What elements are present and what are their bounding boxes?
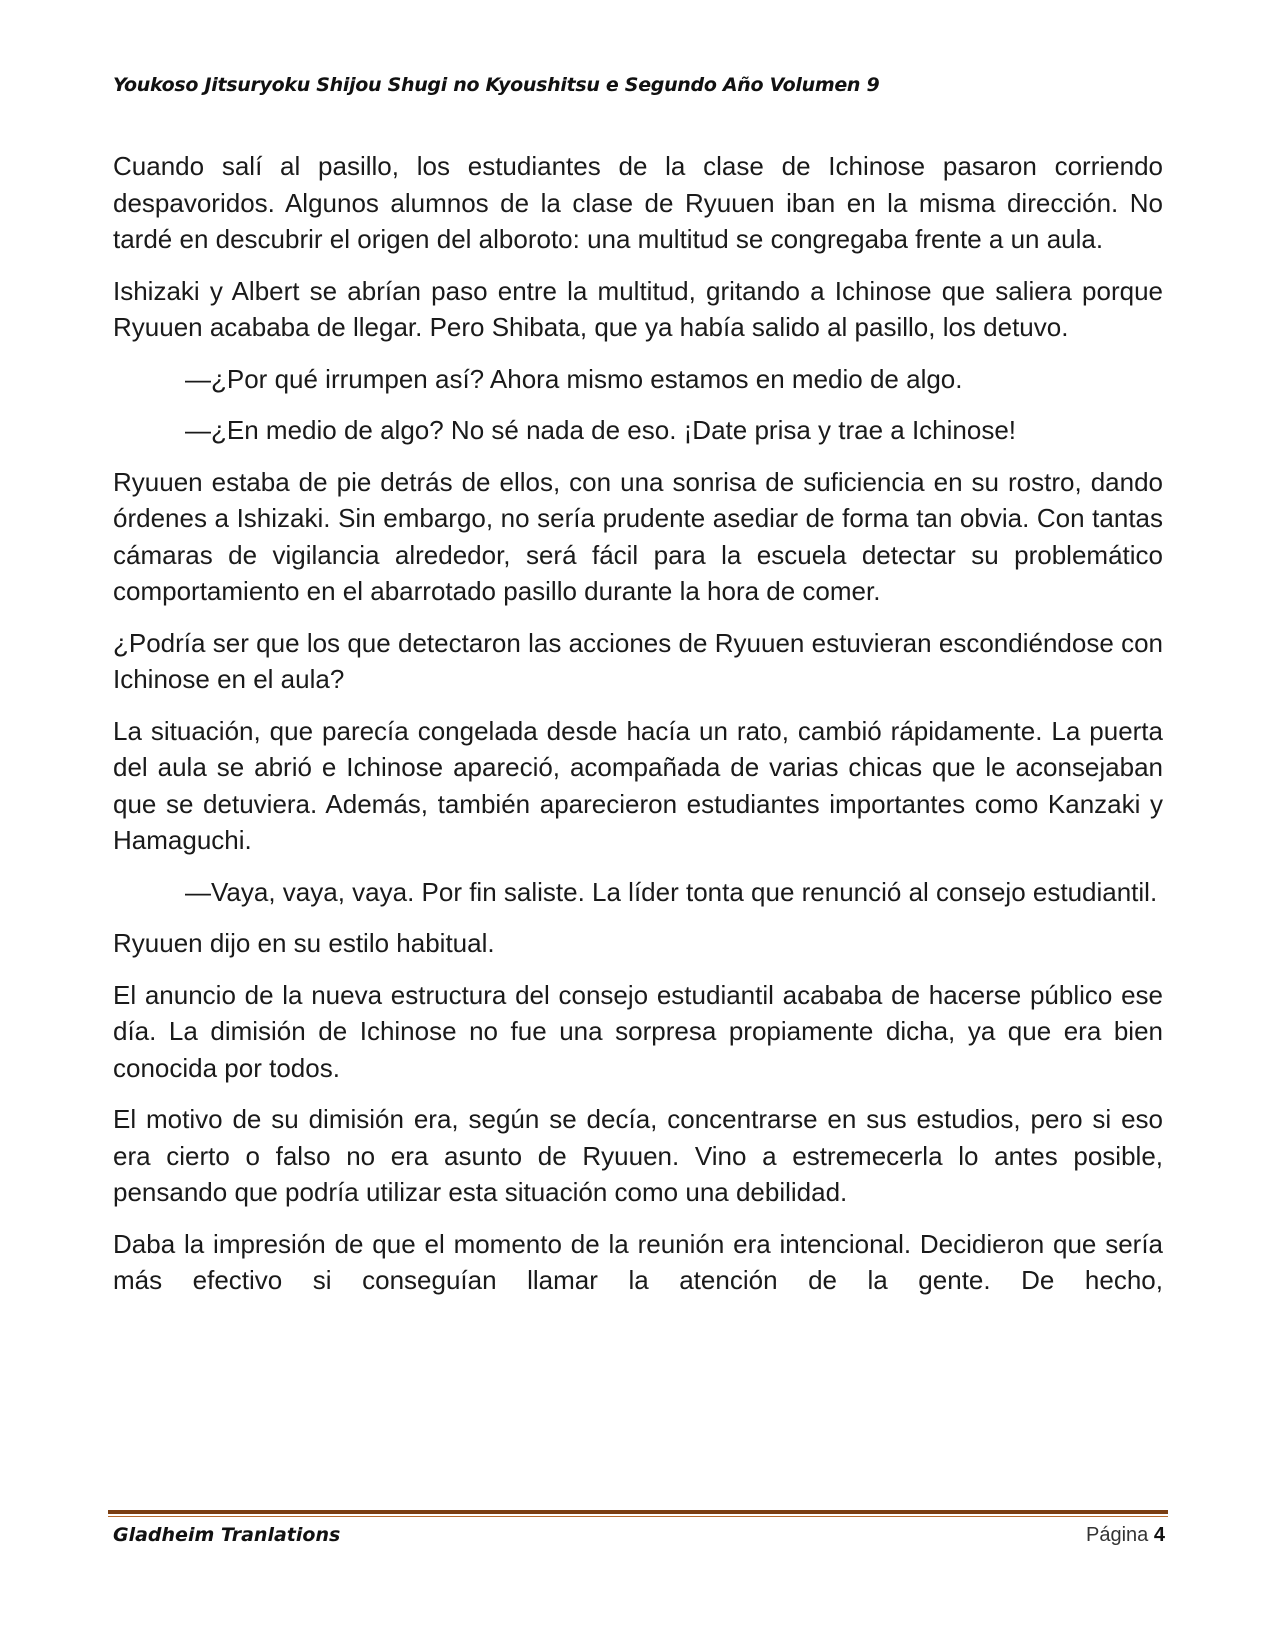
paragraph: Cuando salí al pasillo, los estudiantes de la clase de Ichinose pasaron corriendo despavoridos. Algunos alumnos de la clase de Ryuuen iban en la misma dirección. No tardé en descubrir el origen del alboroto: una multitud se congregaba frente a un aula. xyxy=(113,151,1163,254)
paragraph: El anuncio de la nueva estructura del consejo estudiantil acababa de hacerse público ese día. La dimisión de Ichinose no fue una sorpresa propiamente dicha, ya que era bien conocida por todos. xyxy=(113,979,1163,1083)
page-label: Página xyxy=(1086,1524,1149,1546)
paragraph: Ryuuen dijo en su estilo habitual. xyxy=(113,928,495,958)
running-header-title: Youkoso Jitsuryoku Shijou Shugi no Kyoushitsu e Segundo Año Volumen 9 xyxy=(113,74,880,96)
paragraph: Ryuuen estaba de pie detrás de ellos, con una sonrisa de suficiencia en su rostro, dando órdenes a Ishizaki. Sin embargo, no sería prudente asediar de forma tan obvia. Con tantas cámaras de vigilancia alrededor, será fácil para la escuela detectar su problemático comportamiento en el abarrotado pasillo durante la hora de comer. xyxy=(113,466,1163,606)
page-number-label xyxy=(1086,1524,1165,1547)
paragraph: ¿Podría ser que los que detectaron las acciones de Ryuuen estuvieran escondiéndose con Ichinose en el aula? xyxy=(113,627,1163,694)
dialogue-line: —¿En medio de algo? No sé nada de eso. ¡Date prisa y trae a Ichinose! xyxy=(185,415,1017,445)
paragraph: Ishizaki y Albert se abrían paso entre la multitud, gritando a Ichinose que saliera porque Ryuuen acababa de llegar. Pero Shibata, que ya había salido al pasillo, los detuvo. xyxy=(113,275,1163,342)
footer-divider xyxy=(108,1510,1168,1514)
paragraph: El motivo de su dimisión era, según se decía, concentrarse en sus estudios, pero si eso era cierto o falso no era asunto de Ryuuen. Vino a estremecerla lo antes posible, pensando que podría utilizar esta situación como una debilidad. xyxy=(113,1104,1163,1207)
paragraph: Daba la impresión de que el momento de la reunión era intencional. Decidieron que sería más efectivo si conseguían llamar la atención de la gente. De hecho, xyxy=(113,1228,1163,1295)
dialogue-line: —¿Por qué irrumpen así? Ahora mismo estamos en medio de algo. xyxy=(185,363,963,394)
page-number: 4 xyxy=(1153,1524,1165,1546)
footer-divider-thin xyxy=(108,1516,1168,1517)
paragraph: La situación, que parecía congelada desde hacía un rato, cambió rápidamente. La puerta del aula se abrió e Ichinose apareció, acompañada de varias chicas que le aconsejaban que se detuviera. Además, también aparecieron estudiantes importantes como Kanzaki y Hamaguchi. xyxy=(113,715,1163,855)
footer-credit: Gladheim Tranlations xyxy=(113,1524,341,1546)
dialogue-line: —Vaya, vaya, vaya. Por fin saliste. La líder tonta que renunció al consejo estudiantil. xyxy=(185,876,1158,907)
page-body xyxy=(113,148,1163,1314)
